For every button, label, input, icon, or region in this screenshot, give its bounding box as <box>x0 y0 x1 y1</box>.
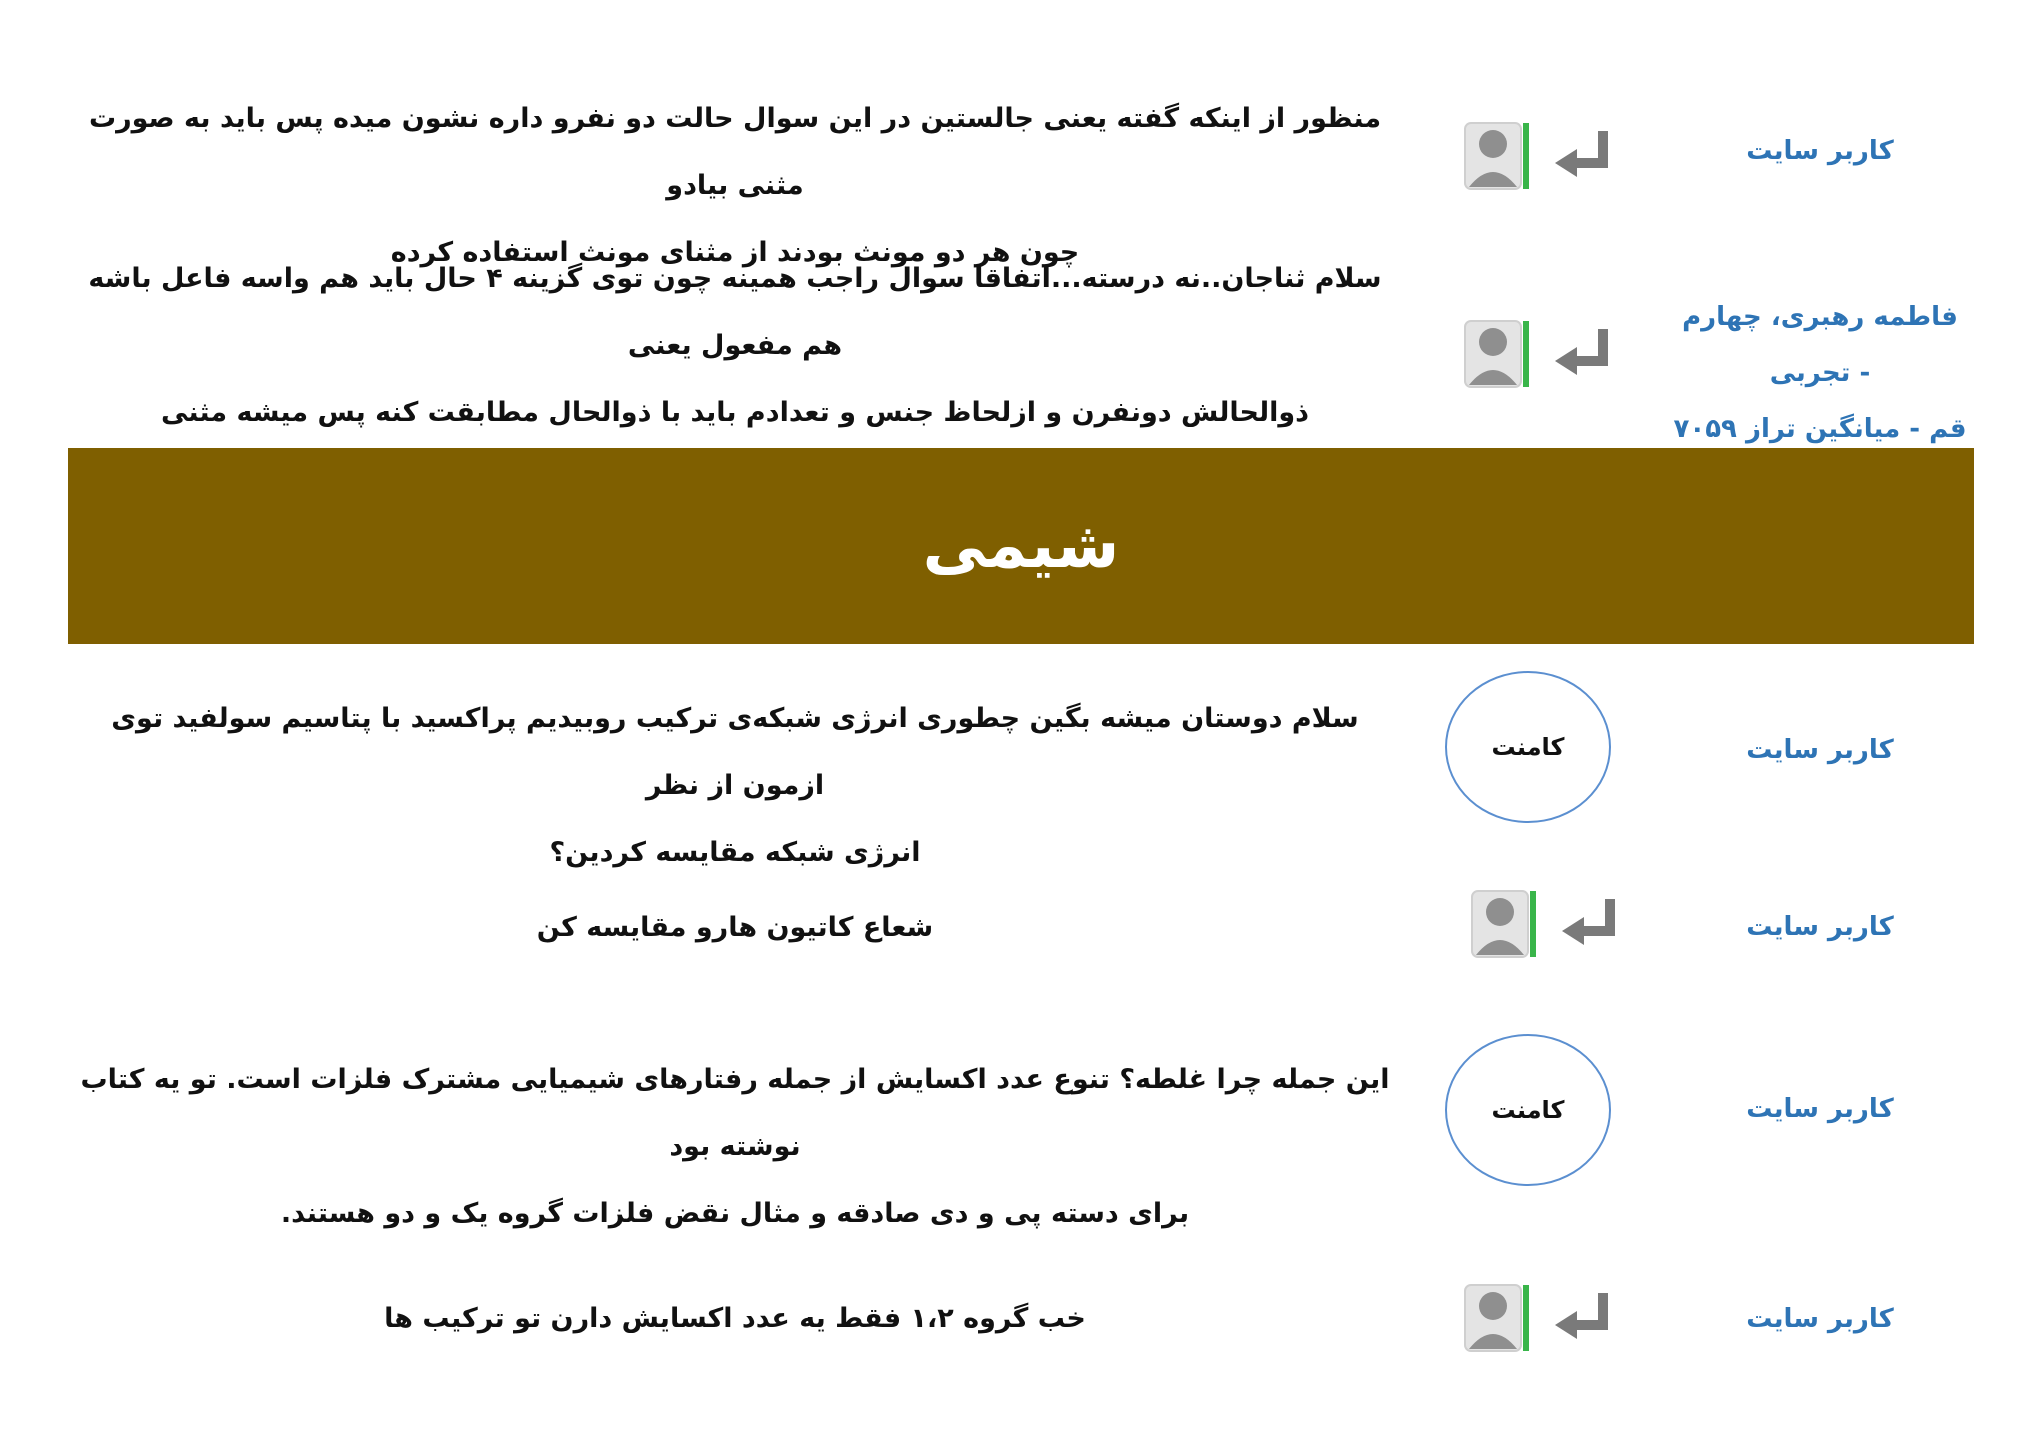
comment-text <box>70 894 1400 961</box>
reply-avatar-icon <box>1455 1279 1635 1359</box>
comment-line: منظور از اینکه گفته یعنی جالستین در این سوال حالت دو نفرو داره نشون میده پس باید به صورت مثنی بیادو <box>88 103 1382 201</box>
comment-line: خب گروه ۱،۲ فقط یه عدد اکسایش دارن تو ترکیب ها <box>384 1303 1086 1334</box>
username-link[interactable]: کاربر سایت <box>1746 1304 1894 1334</box>
comment-text <box>70 1046 1400 1247</box>
comment-badge-label: کامنت <box>1491 733 1565 761</box>
reply-avatar-icon <box>1455 117 1635 197</box>
username-link[interactable]: کاربر سایت <box>1746 735 1894 765</box>
comment-text <box>70 1285 1400 1352</box>
comment-line: ذوالحالش دونفرن و ازلحاظ جنس و تعدادم باید با ذوالحال مطابقت کنه پس میشه مثنی <box>161 397 1309 428</box>
username-line: قم - میانگین تراز ۷۰۵۹ <box>1673 414 1967 444</box>
reply-avatar-icon <box>1455 315 1635 395</box>
comment-text <box>70 685 1400 886</box>
comment-line: سلام ثناجان..نه درسته...اتفاقا سوال راجب همینه چون توی گزینه ۴ حال باید هم واسه فاعل باشه هم مفعول یعنی <box>88 263 1382 361</box>
comment-line: این جمله چرا غلطه؟ تنوع عدد اکسایش از جمله رفتارهای شیمیایی مشترک فلزات است. تو یه کتاب نوشته بود <box>80 1064 1390 1162</box>
section-title: شیمی <box>922 509 1120 583</box>
comment-line: شعاع کاتیون هارو مقایسه کن <box>536 912 934 943</box>
username-link[interactable]: کاربر سایت <box>1746 912 1894 942</box>
comment-line: انرژی شبکه مقایسه کردین؟ <box>549 837 921 868</box>
username-link[interactable]: کاربر سایت <box>1746 1094 1894 1124</box>
comment-bubble-icon <box>1445 671 1611 823</box>
reply-avatar-icon <box>1462 885 1642 965</box>
comment-line: چون هر دو مونث بودند از مثنای مونث استفاده کرده <box>390 237 1080 268</box>
username-link[interactable]: کاربر سایت <box>1746 136 1894 166</box>
comment-line: سلام دوستان میشه بگین چطوری انرژی شبکه‌ی ترکیب روبیدیم پراکسید با پتاسیم سولفید توی ازمون از نظر <box>111 703 1359 801</box>
comment-badge-label: کامنت <box>1491 1096 1565 1124</box>
username-link[interactable] <box>1640 289 2000 457</box>
username-line: فاطمه رهبری، چهارم تجربی - <box>1682 302 1958 388</box>
section-banner <box>68 448 1974 644</box>
comment-line: برای دسته پی و دی صادقه و مثال نقض فلزات گروه یک و دو هستند. <box>280 1198 1190 1229</box>
comment-bubble-icon <box>1445 1034 1611 1186</box>
